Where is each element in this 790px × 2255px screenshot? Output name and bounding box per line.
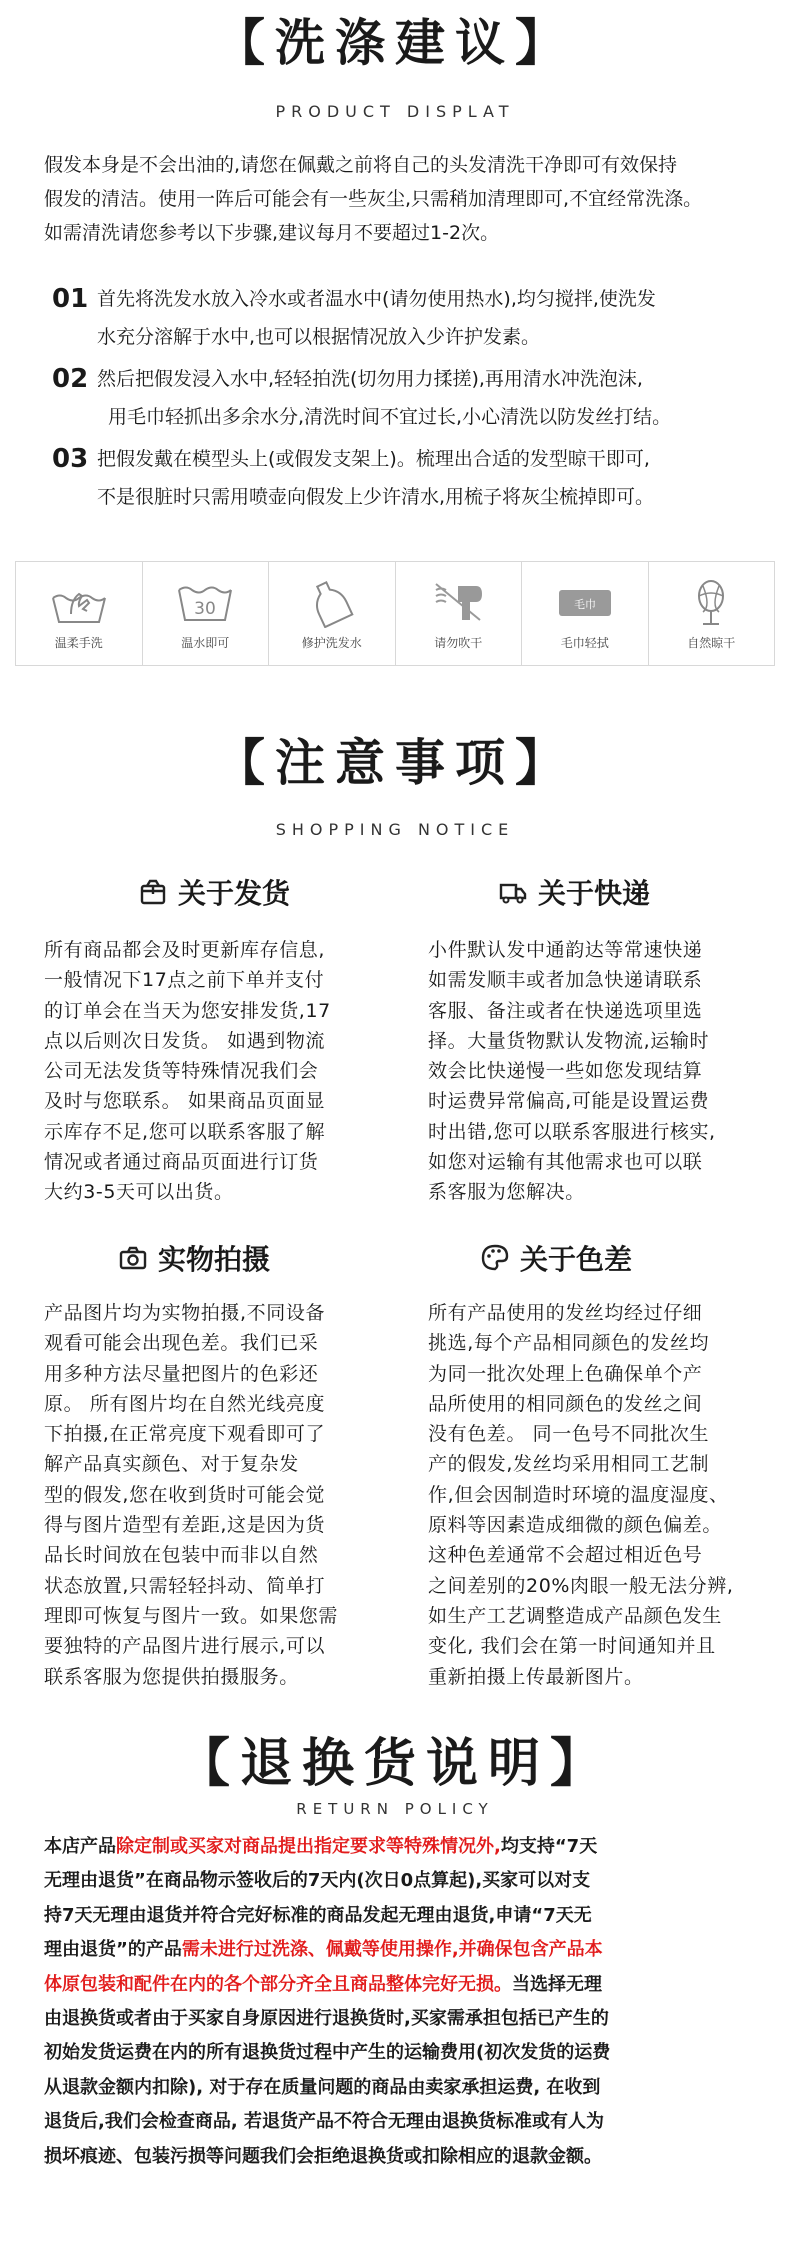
return-policy-text (44, 1830, 610, 2174)
notice-line: 系客服为您解决。 (428, 1181, 585, 1204)
svg-text:毛巾: 毛巾 (573, 598, 596, 611)
wash-intro-line: 假发本身是不会出油的,请您在佩戴之前将自己的头发清洗干净即可有效保持 (44, 154, 678, 176)
notice-line: 效会比快递慢一些如您发现结算 (428, 1060, 703, 1083)
notice-line: 下拍摄,在正常亮度下观看即可了 (44, 1423, 326, 1446)
notice-line: 品长时间放在包装中而非以自然 (44, 1544, 319, 1567)
policy-text: 持7天无理由退货并符合完好标准的商品发起无理由退货,申请“7天无 (44, 1904, 592, 1926)
wash-step (52, 360, 671, 436)
notice-line: 重新拍摄上传最新图片。 (428, 1665, 644, 1688)
notice-section-subtitle: SHOPPING NOTICE (275, 820, 515, 839)
return-section-title: 【退换货说明】 (177, 1734, 612, 1794)
policy-text: 从退款金额内扣除), 对于存在质量问题的商品由卖家承担运费, 在收到 (44, 2076, 601, 2098)
policy-text: 损坏痕迹、包装污损等问题我们会拒绝退换货或扣除相应的退款金额。 (44, 2145, 602, 2167)
return-policy-line (44, 1968, 610, 2002)
return-policy-line (44, 2140, 610, 2174)
return-policy-line (44, 1899, 610, 1933)
policy-text: 由退换货或者由于买家自身原因进行退换货时,买家需承担包括已产生的 (44, 2008, 609, 2030)
delivery-truck-icon (498, 877, 528, 907)
svg-text:30: 30 (194, 599, 217, 619)
notice-line: 没有色差。 同一色号不同批次生 (428, 1423, 710, 1446)
notice-line: 产品图片均为实物拍摄,不同设备 (44, 1302, 326, 1324)
notice-line: 型的假发,您在收到货时可能会觉 (44, 1483, 326, 1506)
notice-line: 示库存不足,您可以联系客服了解 (44, 1120, 326, 1143)
notice-body-shipping (44, 935, 331, 1208)
policy-text: 初始发货运费在内的所有退换货过程中产生的运输费用(初次发货的运费 (44, 2042, 611, 2064)
step-number: 01 (52, 284, 89, 314)
wash-step (52, 280, 656, 356)
care-item-no-dryer (396, 562, 523, 665)
policy-text: 退货后,我们会检查商品, 若退货产品不符合无理由退换货标准或有人为 (44, 2111, 604, 2133)
notice-section-title: 【注意事项】 (215, 734, 575, 792)
return-policy-line (44, 1864, 610, 1898)
notice-line: 时出错,您可以联系客服进行核实, (428, 1120, 716, 1143)
notice-heading-text: 关于色差 (520, 1243, 633, 1276)
notice-line: 要独特的产品图片进行展示,可以 (44, 1635, 326, 1658)
wash-step (52, 440, 654, 516)
care-item-hand-wash (16, 562, 143, 665)
notice-line: 产的假发,发丝均采用相同工艺制 (428, 1453, 710, 1476)
notice-line: 得与图片造型有差距,这是因为货 (44, 1514, 326, 1537)
step-line: 把假发戴在模型头上(或假发支架上)。梳理出合适的发型晾干即可, (97, 448, 650, 470)
notice-line: 时运费异常偏高,可能是设置运费 (428, 1090, 710, 1113)
wash-intro-line: 假发的清洁。使用一阵后可能会有一些灰尘,只需稍加清理即可,不宜经常洗涤。 (44, 188, 703, 210)
step-line: 水充分溶解于水中,也可以根据情况放入少许护发素。 (97, 326, 541, 348)
notice-line: 理即可恢复与图片一致。如果您需 (44, 1604, 339, 1627)
notice-line: 变化, 我们会在第一时间通知并且 (428, 1635, 716, 1658)
notice-line: 这种色差通常不会超过相近色号 (428, 1544, 703, 1567)
care-item-towel (522, 562, 649, 665)
notice-line: 作,但会因制造时环境的温度湿度、 (428, 1483, 729, 1506)
notice-line: 如生产工艺调整造成产品颜色发生 (428, 1604, 723, 1627)
notice-line: 如您对运输有其他需求也可以联 (428, 1151, 703, 1174)
policy-text: 无理由退货”在商品物示签收后的7天内(次日0点算起),买家可以对支 (44, 1870, 591, 1892)
notice-line: 原料等因素造成细微的颜色偏差。 (428, 1514, 723, 1537)
return-section-subtitle: RETURN POLICY (296, 1800, 494, 1818)
notice-heading-color (480, 1238, 632, 1278)
care-label: 温水即可 (181, 636, 230, 650)
policy-text: 本店产品 (44, 1836, 116, 1857)
notice-heading-shipping (138, 872, 290, 912)
notice-body-photos (44, 1298, 338, 1692)
notice-line: 所有商品都会及时更新库存信息, (44, 939, 326, 961)
notice-heading-text: 实物拍摄 (158, 1243, 271, 1276)
highlight-text: 需未进行过洗涤、佩戴等使用操作,并确保包含产品本 (181, 1939, 603, 1961)
policy-text: 理由退货”的产品 (44, 1939, 182, 1961)
highlight-text: 体原包装和配件在内的各个部分齐全且商品整体完好无损。 (44, 1973, 512, 1995)
notice-line: 解产品真实颜色、对于复杂发 (44, 1453, 299, 1476)
step-number: 02 (52, 364, 89, 394)
notice-line: 客服、备注或者在快递选项里选 (428, 999, 703, 1022)
notice-line: 为同一批次处理上色确保单个产 (428, 1362, 703, 1385)
care-icons-strip (15, 561, 775, 666)
notice-line: 小件默认发中通韵达等常速快递 (428, 939, 703, 961)
care-item-shampoo (269, 562, 396, 665)
notice-line: 品所使用的相同颜色的发丝之间 (428, 1392, 703, 1415)
notice-line: 状态放置,只需轻轻抖动、简单打 (44, 1574, 326, 1597)
notice-body-color (428, 1298, 733, 1692)
notice-line: 联系客服为您提供拍摄服务。 (44, 1665, 299, 1688)
notice-heading-photos (118, 1238, 270, 1278)
notice-line: 挑选,每个产品相同颜色的发丝均 (428, 1332, 710, 1355)
notice-body-express (428, 935, 716, 1208)
step-line: 不是很脏时只需用喷壶向假发上少许清水,用梳子将灰尘梳掉即可。 (97, 486, 655, 508)
notice-line: 点以后则次日发货。 如遇到物流 (44, 1029, 326, 1052)
care-label: 毛巾轻拭 (560, 636, 609, 650)
camera-icon (118, 1243, 148, 1273)
return-policy-line (44, 2071, 610, 2105)
notice-line: 及时与您联系。 如果商品页面显 (44, 1090, 326, 1113)
return-policy-line (44, 2036, 610, 2070)
care-label: 自然晾干 (687, 636, 736, 650)
policy-text: 当选择无理 (512, 1973, 602, 1995)
return-policy-line (44, 2105, 610, 2139)
notice-line: 公司无法发货等特殊情况我们会 (44, 1060, 319, 1083)
policy-text: 均支持“7天 (500, 1836, 598, 1857)
hand-wash-icon (49, 576, 109, 628)
notice-line: 观看可能会出现色差。我们已采 (44, 1332, 319, 1355)
step-line: 用毛巾轻抓出多余水分,清洗时间不宜过长,小心清洗以防发丝打结。 (108, 406, 672, 428)
notice-line: 择。大量货物默认发物流,运输时 (428, 1029, 710, 1052)
wash-intro (44, 148, 702, 250)
notice-line: 情况或者通过商品页面进行订货 (44, 1151, 319, 1174)
wash-intro-line: 如需清洗请您参考以下步骤,建议每月不要超过1-2次。 (44, 222, 500, 244)
care-label: 请勿吹干 (434, 636, 483, 650)
care-item-air-dry (649, 562, 775, 665)
care-label: 温柔手洗 (54, 636, 103, 650)
notice-line: 之间差别的20%肉眼一般无法分辨, (428, 1574, 734, 1597)
notice-heading-express (498, 872, 650, 912)
notice-line: 的订单会在当天为您安排发货,17 (44, 999, 331, 1022)
notice-line: 用多种方法尽量把图片的色彩还 (44, 1362, 319, 1385)
package-icon (138, 877, 168, 907)
palette-icon (480, 1243, 510, 1273)
notice-heading-text: 关于发货 (178, 877, 291, 910)
highlight-text: 除定制或买家对商品提出指定要求等特殊情况外, (116, 1836, 501, 1857)
shampoo-bottle-icon (302, 576, 362, 628)
notice-line: 一般情况下17点之前下单并支付 (44, 969, 325, 992)
step-number: 03 (52, 444, 89, 474)
notice-heading-text: 关于快递 (538, 877, 651, 910)
wig-stand-icon (681, 576, 741, 628)
wash-section-title: 【洗涤建议】 (215, 14, 575, 72)
notice-line: 如需发顺丰或者加急快递请联系 (428, 969, 703, 992)
care-item-warm-water (143, 562, 270, 665)
notice-line: 所有产品使用的发丝均经过仔细 (428, 1302, 703, 1324)
towel-icon (555, 576, 615, 628)
wash-section-subtitle: PRODUCT DISPLAT (275, 102, 515, 121)
step-line: 然后把假发浸入水中,轻轻拍洗(切勿用力揉搓),再用清水冲洗泡沫, (97, 368, 643, 390)
return-policy-line (44, 1830, 610, 1864)
care-label: 修护洗发水 (301, 636, 362, 650)
notice-line: 大约3-5天可以出货。 (44, 1181, 234, 1204)
step-line: 首先将洗发水放入冷水或者温水中(请勿使用热水),均匀搅拌,使洗发 (97, 288, 656, 310)
return-policy-line (44, 2002, 610, 2036)
notice-line: 原。 所有图片均在自然光线亮度 (44, 1392, 326, 1415)
water-30-icon (175, 576, 235, 628)
no-hairdryer-icon (428, 576, 488, 628)
return-policy-line (44, 1933, 610, 1967)
